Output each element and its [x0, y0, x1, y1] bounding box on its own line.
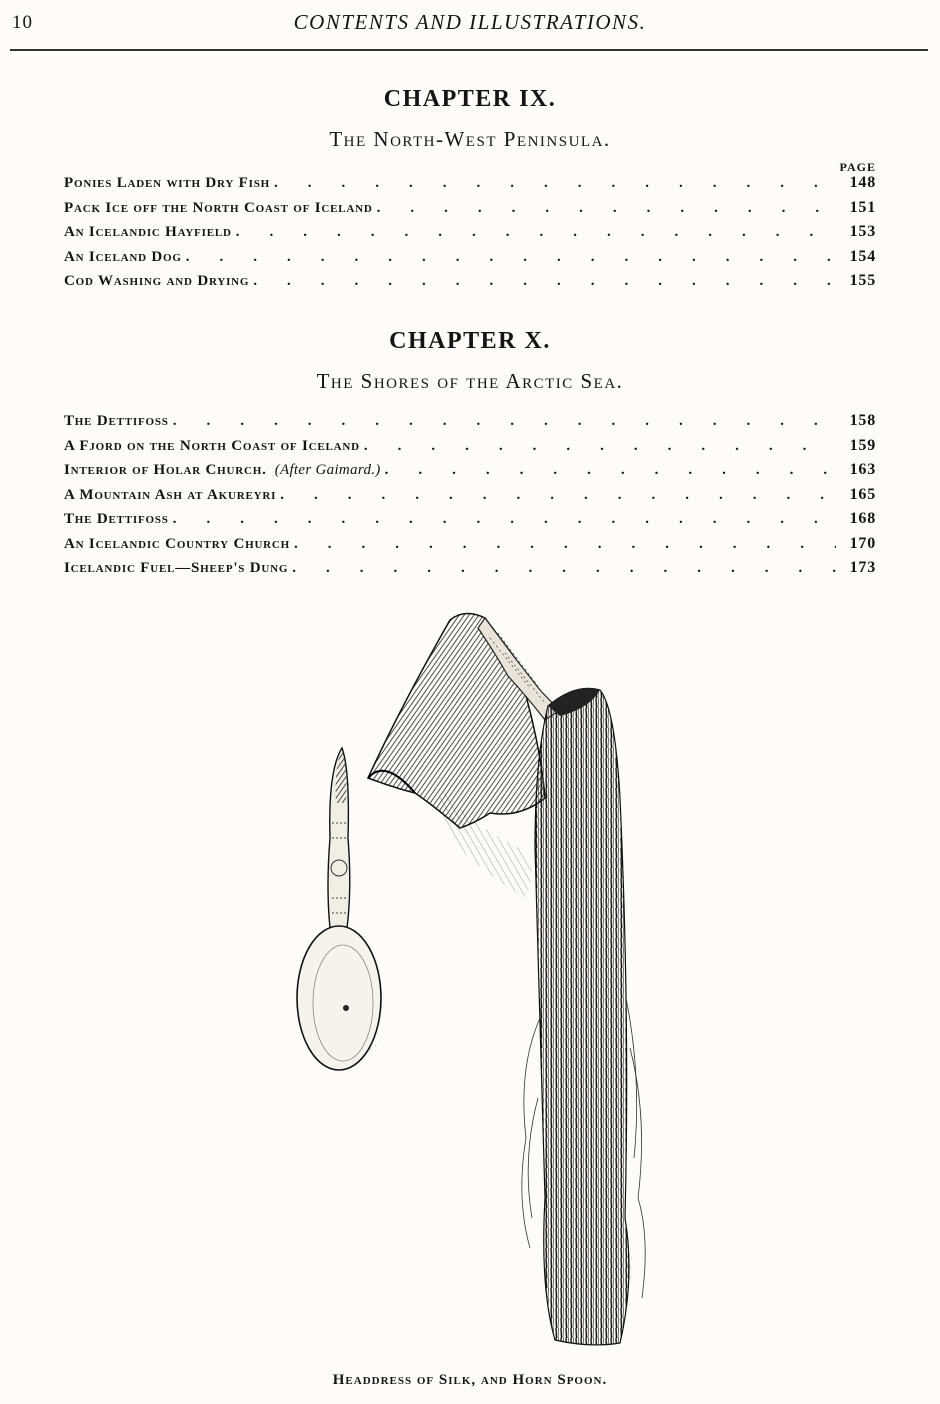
toc-entry-title: An Iceland Dog	[64, 248, 182, 265]
chapter-number: CHAPTER IX.	[383, 86, 557, 112]
chapter-number: CHAPTER X.	[389, 328, 551, 354]
toc-entry-page: 170	[849, 534, 876, 552]
page-number: 10	[12, 12, 33, 33]
toc-entry-page: 153	[849, 223, 876, 240]
toc-entry[interactable]	[64, 437, 876, 462]
toc-entry-note: (After Gaimard.)	[274, 462, 381, 478]
toc-entry-title: An Icelandic Country Church	[64, 535, 291, 552]
leader-dots	[173, 413, 836, 430]
toc-entry[interactable]	[64, 412, 876, 437]
toc-entry-page: 155	[849, 272, 876, 289]
toc-list	[64, 174, 876, 297]
toc-entry[interactable]	[64, 199, 876, 224]
toc-list	[64, 412, 876, 584]
toc-entry-title: Pack Ice off the North Coast of Iceland	[64, 199, 373, 216]
running-head-title: CONTENTS AND ILLUSTRATIONS.	[293, 10, 647, 34]
toc-entry-page: 173	[849, 559, 876, 576]
toc-entry-title: A Mountain Ash at Akureyri	[64, 486, 277, 503]
leader-dots	[385, 462, 836, 479]
toc-entry-page: 158	[849, 412, 876, 429]
leader-dots	[274, 175, 836, 192]
leader-dots	[292, 560, 836, 577]
leader-dots	[186, 249, 836, 266]
toc-entry-title: Ponies Laden with Dry Fish	[64, 175, 270, 191]
chapter-title: The North-West Peninsula.	[329, 127, 611, 151]
toc-entry-title: The Dettifoss	[64, 511, 169, 527]
toc-entry-page: 159	[849, 436, 876, 454]
leader-dots	[173, 511, 836, 528]
toc-entry-title: Cod Washing and Drying	[64, 273, 250, 289]
toc-entry[interactable]	[64, 461, 876, 486]
toc-entry-page: 163	[849, 461, 876, 478]
toc-entry-title: The Dettifoss	[64, 413, 169, 429]
leader-dots	[377, 200, 836, 217]
page-column-label: PAGE	[839, 160, 876, 174]
leader-dots	[364, 438, 836, 455]
toc-entry-page: 168	[849, 510, 876, 527]
illustration-caption: Headdress of Silk, and Horn Spoon.	[332, 1372, 608, 1388]
chapter-section	[64, 328, 876, 584]
toc-entry[interactable]	[64, 559, 876, 584]
leader-dots	[280, 487, 836, 504]
header-rule	[10, 49, 928, 51]
chapter-title: The Shores of the Arctic Sea.	[316, 369, 624, 393]
toc-entry-title: A Fjord on the North Coast of Iceland	[64, 437, 360, 454]
running-head	[0, 0, 940, 56]
toc-entry[interactable]	[64, 272, 876, 297]
engraving-icon	[290, 598, 670, 1358]
headdress-and-spoon-illustration	[290, 598, 670, 1358]
toc-entry[interactable]	[64, 535, 876, 560]
toc-entry-title: Interior of Holar Church. (After Gaimard.)	[64, 462, 381, 478]
toc-entry-page: 154	[849, 247, 876, 265]
toc-entry-page: 165	[849, 485, 876, 503]
leader-dots	[236, 224, 836, 241]
toc-entry[interactable]	[64, 486, 876, 511]
toc-entry-page: 151	[849, 198, 876, 216]
toc-entry[interactable]	[64, 248, 876, 273]
toc-entry-title: An Icelandic Hayfield	[64, 224, 232, 240]
toc-entry[interactable]	[64, 510, 876, 535]
leader-dots	[253, 273, 836, 290]
toc-entry[interactable]	[64, 174, 876, 199]
leader-dots	[294, 536, 836, 553]
toc-entry-title: Icelandic Fuel—Sheep's Dung	[64, 560, 289, 576]
chapter-section	[64, 86, 876, 297]
toc-entry[interactable]	[64, 223, 876, 248]
toc-entry-page: 148	[849, 174, 876, 191]
